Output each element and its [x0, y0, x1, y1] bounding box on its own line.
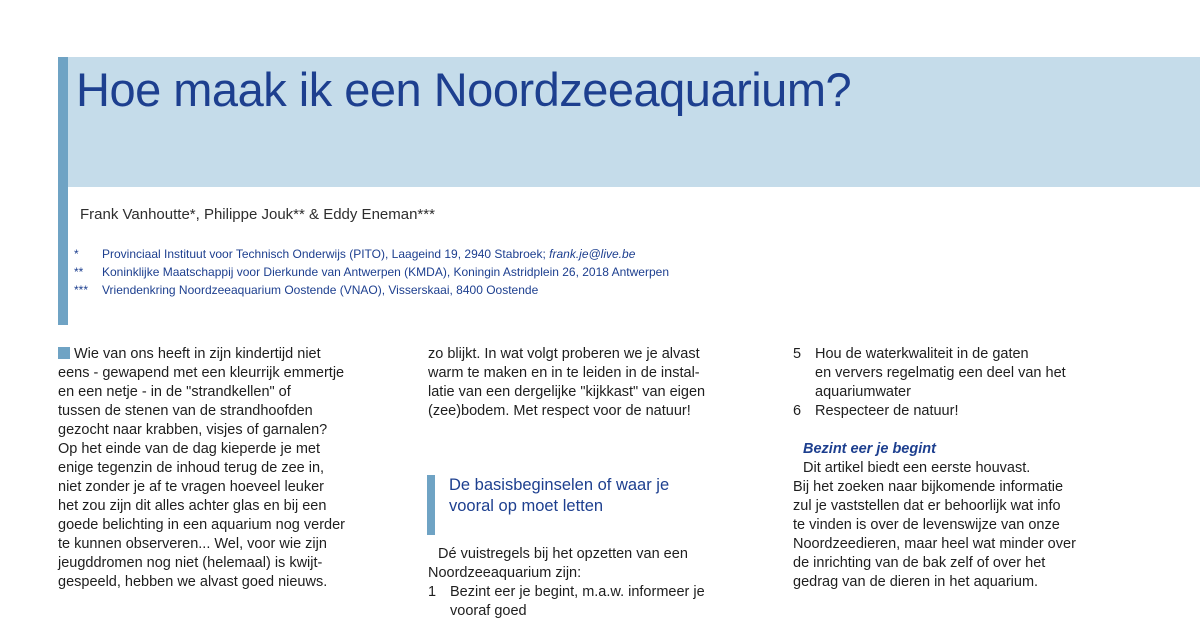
text-line: niet zonder je af te vragen hoeveel leuker [58, 479, 325, 495]
paragraph-marker [58, 347, 70, 359]
text-line: vooraf goed [450, 603, 527, 619]
affiliation-2 [74, 265, 669, 279]
spacer [793, 421, 1143, 440]
text-line: gezocht naar krabben, visjes of garnalen? [58, 422, 328, 438]
text-line: gespeeld, hebben we alvast goed nieuws. [58, 574, 328, 590]
section-heading-bar [427, 475, 435, 535]
text-line: Respecteer de natuur! [815, 403, 959, 419]
affiliation-mark: *** [74, 283, 89, 297]
affiliation-text: Vriendenkring Noordzeeaquarium Oostende (VNAO), Visserskaai, 8400 Oostende [102, 283, 539, 297]
affiliation-mark: * [74, 247, 79, 261]
affiliation-1 [74, 247, 635, 261]
text-line: (zee)bodem. Met respect voor de natuur! [428, 403, 691, 419]
text-line: gedrag van de dieren in het aquarium. [793, 574, 1039, 590]
affiliation-email[interactable]: frank.je@live.be [549, 247, 636, 261]
text-line: tussen de stenen van de strandhoofden [58, 403, 313, 419]
authors-line: Frank Vanhoutte*, Philippe Jouk** & Eddy Eneman*** [80, 206, 435, 223]
title-accent-bar [58, 57, 68, 325]
text-line: Bezint eer je begint, m.a.w. informeer je [450, 584, 705, 600]
text-line: eens - gewapend met een kleurrijk emmertje [58, 365, 345, 381]
list-number: 6 [793, 403, 802, 419]
affiliation-3 [74, 283, 538, 297]
text-line: zul je vaststellen dat er behoorlijk wat info [793, 498, 1061, 514]
text-line: te vinden is over de levenswijze van onze [793, 517, 1060, 533]
text-line: Hou de waterkwaliteit in de gaten [815, 346, 1029, 362]
section-heading [427, 475, 757, 535]
affiliation-mark: ** [74, 265, 84, 279]
affiliation-text: Provinciaal Instituut voor Technisch Onderwijs (PITO), Laageind 19, 2940 Stabroek; [102, 247, 550, 261]
text-line: goede belichting in een aquarium nog verder [58, 517, 345, 533]
text-line: Wie van ons heeft in zijn kindertijd niet [58, 345, 388, 364]
list-number: 5 [793, 346, 802, 362]
list-item [793, 402, 1143, 421]
text-line: latie van een dergelijke "kijkkast" van eigen [428, 384, 706, 400]
list-item [428, 583, 758, 621]
text-line: Dit artikel biedt een eerste houvast. [803, 460, 1031, 476]
list-number: 1 [428, 584, 437, 600]
section-heading-line: vooral op moet letten [449, 497, 604, 515]
text-line: te kunnen observeren... Wel, voor wie zijn [58, 536, 327, 552]
text-line: enige tegenzin de inhoud terug de zee in, [58, 460, 325, 476]
text-line: Noordzeeaquarium zijn: [428, 565, 582, 581]
page-title: Hoe maak ik een Noordzeeaquarium? [76, 63, 852, 116]
section-heading-text [449, 475, 669, 517]
text-line: en ververs regelmatig een deel van het [815, 365, 1066, 381]
text-line: Op het einde van de dag kieperde je met [58, 441, 320, 457]
list-item [793, 345, 1143, 402]
column-3 [793, 345, 1143, 592]
text-line: en een netje - in de "strandkellen" of [58, 384, 291, 400]
column-1 [58, 345, 388, 592]
text-line: Dé vuistregels bij het opzetten van een [438, 546, 688, 562]
text-line: Noordzeedieren, maar heel wat minder over [793, 536, 1076, 552]
text-line: warm te maken en in te leiden in de instal- [428, 365, 700, 381]
column-2-rules [428, 545, 758, 621]
section-heading-line: De basisbeginselen of waar je [449, 476, 670, 494]
text-line: aquariumwater [815, 384, 911, 400]
text-line: zo blijkt. In wat volgt proberen we je alvast [428, 346, 700, 362]
text-line: het zou zijn dit alles achter glas en bij een [58, 498, 327, 514]
text-line: jeugddromen nog niet (helemaal) is kwijt- [58, 555, 323, 571]
column-2 [428, 345, 758, 421]
subheading: Bezint eer je begint [803, 441, 936, 457]
text-line: Bij het zoeken naar bijkomende informatie [793, 479, 1064, 495]
affiliation-text: Koninklijke Maatschappij voor Dierkunde van Antwerpen (KMDA), Koningin Astridplein 26, 2018 Antwerpen [102, 265, 669, 279]
text-line: de inrichting van de bak zelf of over het [793, 555, 1046, 571]
